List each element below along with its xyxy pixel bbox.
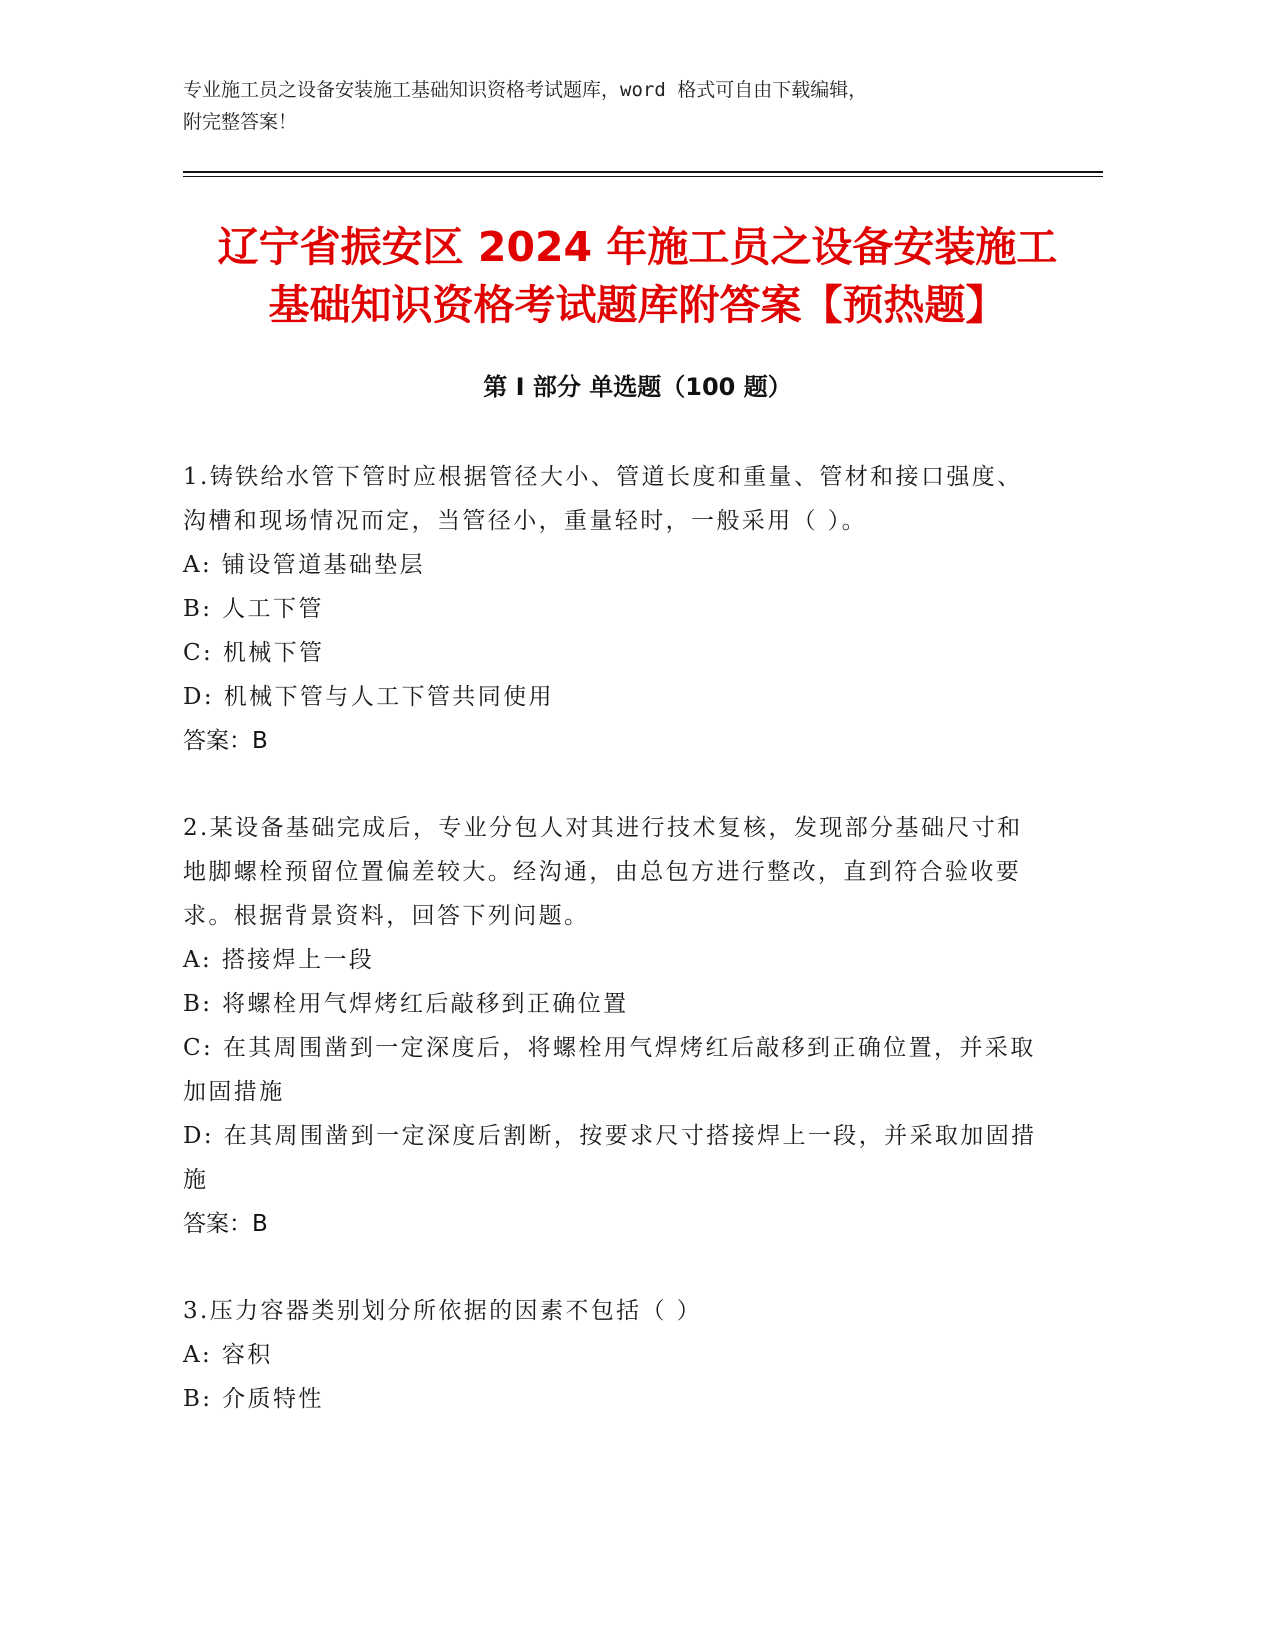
document-title-line-2: 基础知识资格考试题库附答案【预热题】 — [268, 281, 1007, 329]
header-divider-thick — [183, 171, 1103, 173]
option-c: C: 在其周围凿到一定深度后，将螺栓用气焊烤红后敲移到正确位置，并采取加固措施 — [183, 1035, 1036, 1105]
document-title — [150, 218, 1125, 334]
header-note — [183, 74, 1083, 138]
option-c: C: 机械下管 — [183, 640, 325, 666]
option-d: D: 机械下管与人工下管共同使用 — [183, 684, 554, 710]
question-item — [183, 806, 1043, 1246]
option-a: A: 搭接焊上一段 — [183, 947, 375, 973]
section-heading: 第 I 部分 单选题（100 题） — [483, 373, 792, 401]
answer-line: 答案：B — [183, 728, 268, 754]
option-d: D: 在其周围凿到一定深度后割断，按要求尺寸搭接焊上一段，并采取加固措施 — [183, 1123, 1037, 1193]
question-item — [183, 455, 1043, 763]
question-stem: 3.压力容器类别划分所依据的因素不包括（ ） — [183, 1298, 703, 1324]
option-b: B: 将螺栓用气焊烤红后敲移到正确位置 — [183, 991, 629, 1017]
question-stem: 1.铸铁给水管下管时应根据管径大小、管道长度和重量、管材和接口强度、沟槽和现场情况而定，当管径小，重量轻时，一般采用（ ）。 — [183, 464, 1023, 534]
question-list — [183, 455, 1043, 1464]
header-divider-thin — [183, 176, 1103, 177]
option-b: B: 介质特性 — [183, 1386, 324, 1412]
question-item — [183, 1289, 1043, 1421]
header-note-line-2: 附完整答案！ — [183, 111, 298, 133]
header-note-line-1: 专业施工员之设备安装施工基础知识资格考试题库，word 格式可自由下载编辑， — [183, 79, 868, 101]
option-a: A: 铺设管道基础垫层 — [183, 552, 426, 578]
option-b: B: 人工下管 — [183, 596, 324, 622]
question-stem: 2.某设备基础完成后，专业分包人对其进行技术复核，发现部分基础尺寸和地脚螺栓预留位置偏差较大。经沟通，由总包方进行整改，直到符合验收要求。根据背景资料，回答下列问题。 — [183, 815, 1023, 929]
document-title-line-1: 辽宁省振安区 2024 年施工员之设备安装施工 — [217, 223, 1058, 271]
option-a: A: 容积 — [183, 1342, 273, 1368]
answer-line: 答案：B — [183, 1211, 268, 1237]
